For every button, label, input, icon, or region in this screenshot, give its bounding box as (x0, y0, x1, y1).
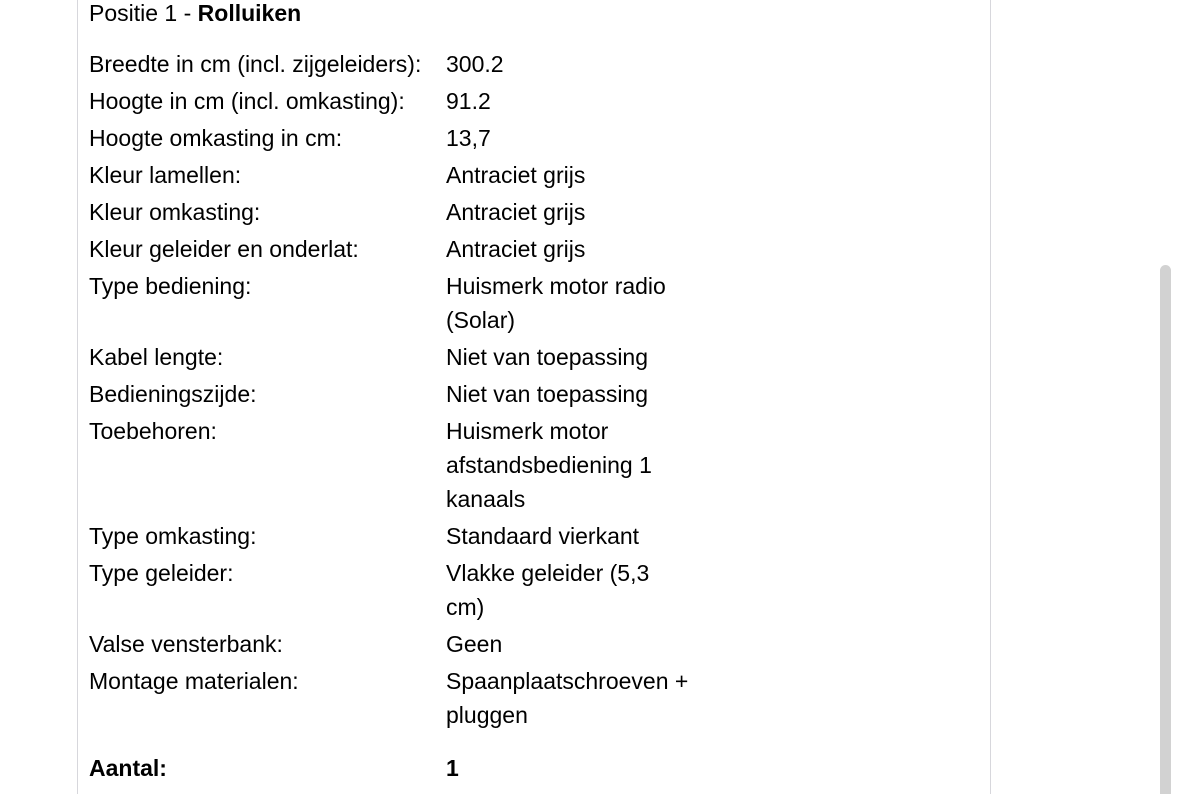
spec-label: Breedte in cm (incl. zijgeleiders): (89, 51, 422, 77)
spec-row-type-omkasting (89, 519, 709, 553)
spec-value: 300.2 (446, 51, 504, 77)
spec-label: Type omkasting: (89, 523, 257, 549)
quantity-row (89, 751, 459, 785)
spec-value: Antraciet grijs (446, 162, 586, 188)
spec-row-kleur-omkasting (89, 195, 709, 229)
spec-label: Kleur lamellen: (89, 162, 242, 188)
spec-label: Hoogte in cm (incl. omkasting): (89, 88, 405, 114)
spec-value: Vlakke geleider (5,3 cm) (446, 560, 650, 620)
spec-row-type-bediening (89, 269, 709, 337)
spec-row-hoogte-omkasting (89, 121, 709, 155)
spec-label: Kabel lengte: (89, 344, 224, 370)
spec-row-bedieningszijde (89, 377, 709, 411)
spec-row-type-geleider (89, 556, 709, 624)
spec-label: Hoogte omkasting in cm: (89, 125, 343, 151)
spec-row-kabel-lengte (89, 340, 709, 374)
spec-value: Antraciet grijs (446, 199, 586, 225)
scrollbar-thumb[interactable] (1160, 265, 1171, 794)
spec-value: Spaanplaatschroeven + pluggen (446, 668, 689, 728)
spec-value: Standaard vierkant (446, 523, 640, 549)
spec-label: Bedieningszijde: (89, 381, 257, 407)
spec-row-kleur-geleider (89, 232, 709, 266)
spec-row-breedte (89, 47, 709, 81)
spec-label: Type geleider: (89, 560, 234, 586)
spec-value: Niet van toepassing (446, 344, 649, 370)
spec-label: Type bediening: (89, 273, 252, 299)
quantity-value: 1 (446, 755, 459, 781)
spec-label: Valse vensterbank: (89, 631, 283, 657)
spec-row-toebehoren (89, 414, 709, 516)
spec-label: Kleur geleider en onderlat: (89, 236, 359, 262)
spec-row-montage-materialen (89, 664, 709, 732)
position-heading (89, 0, 301, 26)
spec-value: Niet van toepassing (446, 381, 649, 407)
spec-value: 13,7 (446, 125, 491, 151)
spec-value: Antraciet grijs (446, 236, 586, 262)
spec-row-hoogte (89, 84, 709, 118)
spec-value: 91.2 (446, 88, 491, 114)
quantity-label: Aantal: (89, 755, 167, 781)
specs-table (89, 47, 709, 735)
spec-label: Toebehoren: (89, 418, 217, 444)
spec-label: Kleur omkasting: (89, 199, 261, 225)
product-name: Rolluiken (197, 0, 302, 26)
spec-value: Huismerk motor afstandsbediening 1 kanaals (446, 418, 652, 512)
position-prefix: Positie 1 - (89, 0, 198, 26)
spec-value: Huismerk motor radio (Solar) (446, 273, 666, 333)
spec-row-valse-vensterbank (89, 627, 709, 661)
spec-row-kleur-lamellen (89, 158, 709, 192)
spec-value: Geen (446, 631, 503, 657)
spec-label: Montage materialen: (89, 668, 299, 694)
